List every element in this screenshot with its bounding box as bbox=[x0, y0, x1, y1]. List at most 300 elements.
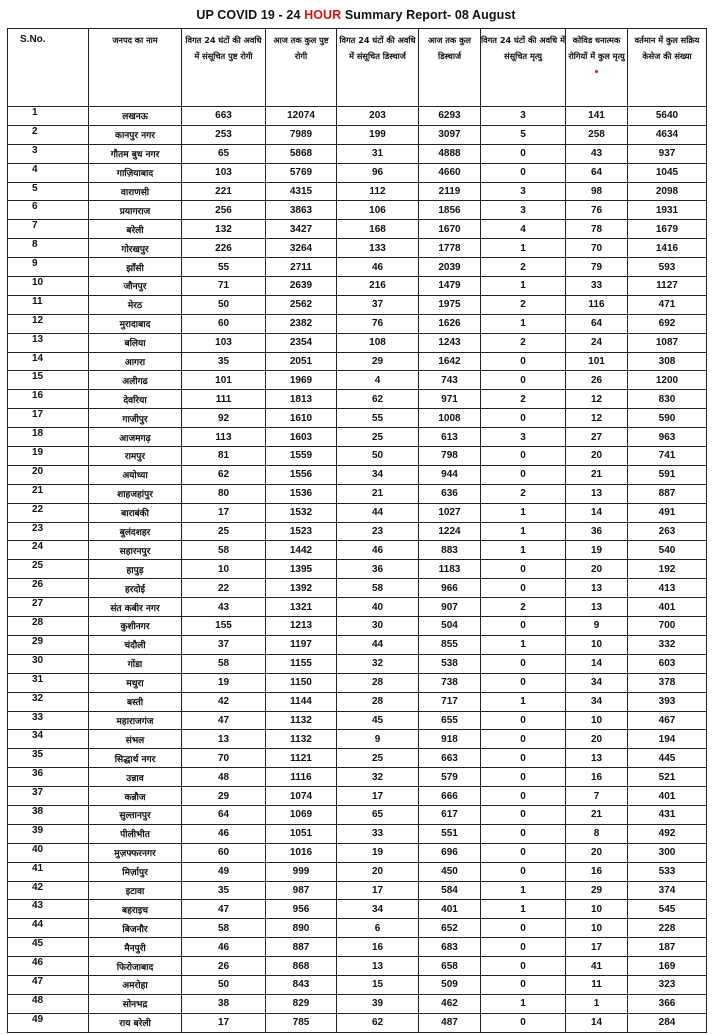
cell-total-discharge: 551 bbox=[419, 824, 481, 843]
table-row bbox=[8, 295, 707, 314]
cell-total-deaths: 20 bbox=[566, 843, 628, 862]
cell-total-deaths: 20 bbox=[566, 447, 628, 466]
cell-total-cases: 2354 bbox=[266, 333, 337, 352]
cell-sno: 40 bbox=[8, 843, 89, 862]
cell-new-discharge: 9 bbox=[337, 730, 419, 749]
cell-district: आगरा bbox=[89, 352, 182, 371]
cell-new-cases: 22 bbox=[182, 579, 266, 598]
cell-district: शाहजहांपुर bbox=[89, 484, 182, 503]
cell-district: सिद्धार्थ नगर bbox=[89, 749, 182, 768]
cell-new-deaths: 0 bbox=[481, 144, 566, 163]
cell-active-cases: 401 bbox=[628, 787, 707, 806]
table-row bbox=[8, 144, 707, 163]
cell-sno: 27 bbox=[8, 598, 89, 617]
cell-total-deaths: 14 bbox=[566, 503, 628, 522]
cell-total-deaths: 20 bbox=[566, 560, 628, 579]
cell-new-cases: 58 bbox=[182, 919, 266, 938]
table-row bbox=[8, 371, 707, 390]
cell-new-discharge: 30 bbox=[337, 617, 419, 636]
cell-total-cases: 4315 bbox=[266, 182, 337, 201]
cell-total-deaths: 29 bbox=[566, 881, 628, 900]
cell-new-cases: 111 bbox=[182, 390, 266, 409]
cell-total-deaths: 10 bbox=[566, 635, 628, 654]
cell-sno: 16 bbox=[8, 390, 89, 409]
cell-total-discharge: 1224 bbox=[419, 522, 481, 541]
cell-total-deaths: 101 bbox=[566, 352, 628, 371]
cell-total-cases: 1121 bbox=[266, 749, 337, 768]
table-row bbox=[8, 994, 707, 1013]
cell-new-deaths: 3 bbox=[481, 201, 566, 220]
cell-active-cases: 332 bbox=[628, 635, 707, 654]
cell-total-discharge: 2039 bbox=[419, 258, 481, 277]
table-row bbox=[8, 617, 707, 636]
cell-sno: 2 bbox=[8, 125, 89, 144]
cell-new-cases: 42 bbox=[182, 692, 266, 711]
cell-new-deaths: 0 bbox=[481, 843, 566, 862]
cell-new-deaths: 1 bbox=[481, 635, 566, 654]
cell-total-discharge: 1183 bbox=[419, 560, 481, 579]
table-row bbox=[8, 258, 707, 277]
cell-district: मथुरा bbox=[89, 673, 182, 692]
table-row bbox=[8, 654, 707, 673]
cell-district: मुज़फ्फरनगर bbox=[89, 843, 182, 862]
cell-total-cases: 3427 bbox=[266, 220, 337, 239]
cell-new-deaths: 0 bbox=[481, 749, 566, 768]
cell-total-cases: 1016 bbox=[266, 843, 337, 862]
cell-active-cases: 540 bbox=[628, 541, 707, 560]
cell-new-discharge: 13 bbox=[337, 957, 419, 976]
cell-new-discharge: 96 bbox=[337, 163, 419, 182]
cell-district: लखनऊ bbox=[89, 107, 182, 126]
cell-total-cases: 2382 bbox=[266, 314, 337, 333]
cell-total-discharge: 504 bbox=[419, 617, 481, 636]
cell-sno: 24 bbox=[8, 541, 89, 560]
cell-active-cases: 1679 bbox=[628, 220, 707, 239]
cell-new-deaths: 0 bbox=[481, 957, 566, 976]
table-row bbox=[8, 503, 707, 522]
cell-active-cases: 521 bbox=[628, 768, 707, 787]
cell-active-cases: 545 bbox=[628, 900, 707, 919]
cell-sno: 9 bbox=[8, 258, 89, 277]
cell-active-cases: 741 bbox=[628, 447, 707, 466]
cell-district: गाजीपुर bbox=[89, 409, 182, 428]
table-row bbox=[8, 465, 707, 484]
table-row bbox=[8, 843, 707, 862]
table-row bbox=[8, 805, 707, 824]
cell-total-discharge: 450 bbox=[419, 862, 481, 881]
cell-new-cases: 65 bbox=[182, 144, 266, 163]
header-total-deaths bbox=[566, 29, 628, 107]
cell-new-deaths: 4 bbox=[481, 220, 566, 239]
cell-new-cases: 132 bbox=[182, 220, 266, 239]
cell-total-cases: 956 bbox=[266, 900, 337, 919]
table-row bbox=[8, 692, 707, 711]
cell-sno: 48 bbox=[8, 994, 89, 1013]
cell-district: हापुड़ bbox=[89, 560, 182, 579]
cell-active-cases: 1127 bbox=[628, 277, 707, 296]
cell-new-discharge: 44 bbox=[337, 635, 419, 654]
cell-active-cases: 187 bbox=[628, 938, 707, 957]
cell-active-cases: 1087 bbox=[628, 333, 707, 352]
cell-new-cases: 19 bbox=[182, 673, 266, 692]
cell-active-cases: 192 bbox=[628, 560, 707, 579]
table-row bbox=[8, 957, 707, 976]
cell-district: देवरिया bbox=[89, 390, 182, 409]
cell-district: मुरादाबाद bbox=[89, 314, 182, 333]
cell-active-cases: 471 bbox=[628, 295, 707, 314]
title-text-1: UP COVID 19 - 24 bbox=[196, 8, 305, 22]
cell-district: मिर्ज़ापुर bbox=[89, 862, 182, 881]
cell-total-deaths: 1 bbox=[566, 994, 628, 1013]
cell-total-cases: 890 bbox=[266, 919, 337, 938]
cell-new-discharge: 17 bbox=[337, 787, 419, 806]
cell-new-deaths: 3 bbox=[481, 428, 566, 447]
cell-district: झाँसी bbox=[89, 258, 182, 277]
cell-sno: 45 bbox=[8, 938, 89, 957]
cell-total-cases: 1150 bbox=[266, 673, 337, 692]
cell-new-cases: 50 bbox=[182, 295, 266, 314]
cell-new-deaths: 2 bbox=[481, 295, 566, 314]
cell-new-discharge: 65 bbox=[337, 805, 419, 824]
cell-sno: 5 bbox=[8, 182, 89, 201]
cell-total-deaths: 17 bbox=[566, 938, 628, 957]
cell-total-cases: 1603 bbox=[266, 428, 337, 447]
cell-total-discharge: 1856 bbox=[419, 201, 481, 220]
cell-new-deaths: 1 bbox=[481, 503, 566, 522]
cell-district: चंदौली bbox=[89, 635, 182, 654]
cell-new-deaths: 0 bbox=[481, 975, 566, 994]
cell-active-cases: 228 bbox=[628, 919, 707, 938]
table-row bbox=[8, 862, 707, 881]
cell-district: हरदोई bbox=[89, 579, 182, 598]
cell-total-cases: 1132 bbox=[266, 711, 337, 730]
cell-total-deaths: 12 bbox=[566, 409, 628, 428]
cell-active-cases: 963 bbox=[628, 428, 707, 447]
cell-total-deaths: 10 bbox=[566, 919, 628, 938]
cell-new-deaths: 0 bbox=[481, 1013, 566, 1032]
cell-new-deaths: 1 bbox=[481, 541, 566, 560]
cell-district: अलीगढ bbox=[89, 371, 182, 390]
cell-new-discharge: 203 bbox=[337, 107, 419, 126]
cell-active-cases: 2098 bbox=[628, 182, 707, 201]
cell-new-cases: 17 bbox=[182, 1013, 266, 1032]
cell-total-discharge: 1027 bbox=[419, 503, 481, 522]
cell-new-discharge: 23 bbox=[337, 522, 419, 541]
cell-total-cases: 843 bbox=[266, 975, 337, 994]
header-total-cases: आज तक कुल पुष्ट रोगी bbox=[266, 29, 337, 107]
cell-total-discharge: 1008 bbox=[419, 409, 481, 428]
cell-new-discharge: 199 bbox=[337, 125, 419, 144]
cell-total-cases: 5769 bbox=[266, 163, 337, 182]
cell-active-cases: 467 bbox=[628, 711, 707, 730]
cell-district: गाज़ियाबाद bbox=[89, 163, 182, 182]
cell-new-deaths: 0 bbox=[481, 617, 566, 636]
table-row bbox=[8, 635, 707, 654]
cell-new-discharge: 106 bbox=[337, 201, 419, 220]
cell-total-discharge: 538 bbox=[419, 654, 481, 673]
cell-sno: 14 bbox=[8, 352, 89, 371]
cell-total-discharge: 509 bbox=[419, 975, 481, 994]
cell-total-discharge: 584 bbox=[419, 881, 481, 900]
cell-district: गोरखपुर bbox=[89, 239, 182, 258]
cell-district: प्रयागराज bbox=[89, 201, 182, 220]
cell-new-deaths: 0 bbox=[481, 579, 566, 598]
cell-total-discharge: 613 bbox=[419, 428, 481, 447]
cell-total-cases: 3863 bbox=[266, 201, 337, 220]
cell-sno: 44 bbox=[8, 919, 89, 938]
cell-total-discharge: 1642 bbox=[419, 352, 481, 371]
cell-total-discharge: 1670 bbox=[419, 220, 481, 239]
cell-active-cases: 591 bbox=[628, 465, 707, 484]
cell-new-deaths: 0 bbox=[481, 862, 566, 881]
cell-total-discharge: 907 bbox=[419, 598, 481, 617]
cell-district: सोनभद्र bbox=[89, 994, 182, 1013]
cell-district: बिजनौर bbox=[89, 919, 182, 938]
cell-new-deaths: 2 bbox=[481, 484, 566, 503]
cell-total-discharge: 1626 bbox=[419, 314, 481, 333]
cell-sno: 8 bbox=[8, 239, 89, 258]
cell-new-discharge: 39 bbox=[337, 994, 419, 1013]
cell-new-discharge: 28 bbox=[337, 673, 419, 692]
cell-sno: 26 bbox=[8, 579, 89, 598]
cell-new-cases: 60 bbox=[182, 314, 266, 333]
cell-active-cases: 937 bbox=[628, 144, 707, 163]
table-row bbox=[8, 522, 707, 541]
cell-total-cases: 1144 bbox=[266, 692, 337, 711]
cell-new-discharge: 31 bbox=[337, 144, 419, 163]
cell-new-discharge: 50 bbox=[337, 447, 419, 466]
cell-new-cases: 48 bbox=[182, 768, 266, 787]
cell-new-discharge: 55 bbox=[337, 409, 419, 428]
cell-total-discharge: 855 bbox=[419, 635, 481, 654]
cell-total-discharge: 487 bbox=[419, 1013, 481, 1032]
cell-new-cases: 256 bbox=[182, 201, 266, 220]
cell-total-deaths: 98 bbox=[566, 182, 628, 201]
cell-total-deaths: 43 bbox=[566, 144, 628, 163]
cell-sno: 10 bbox=[8, 277, 89, 296]
cell-total-deaths: 76 bbox=[566, 201, 628, 220]
table-row bbox=[8, 673, 707, 692]
cell-sno: 23 bbox=[8, 522, 89, 541]
cell-district: गौतम बुध नगर bbox=[89, 144, 182, 163]
cell-total-deaths: 14 bbox=[566, 654, 628, 673]
cell-district: जौनपुर bbox=[89, 277, 182, 296]
cell-active-cases: 1045 bbox=[628, 163, 707, 182]
cell-total-deaths: 21 bbox=[566, 805, 628, 824]
table-row bbox=[8, 938, 707, 957]
cell-new-discharge: 62 bbox=[337, 390, 419, 409]
cell-sno: 47 bbox=[8, 975, 89, 994]
cell-total-discharge: 2119 bbox=[419, 182, 481, 201]
cell-district: उन्नाव bbox=[89, 768, 182, 787]
cell-new-deaths: 3 bbox=[481, 107, 566, 126]
cell-new-discharge: 37 bbox=[337, 295, 419, 314]
cell-sno: 22 bbox=[8, 503, 89, 522]
cell-total-discharge: 4660 bbox=[419, 163, 481, 182]
cell-total-discharge: 966 bbox=[419, 579, 481, 598]
cell-new-deaths: 0 bbox=[481, 352, 566, 371]
cell-district: संत कबीर नगर bbox=[89, 598, 182, 617]
cell-total-deaths: 33 bbox=[566, 277, 628, 296]
table-row bbox=[8, 333, 707, 352]
cell-total-discharge: 1778 bbox=[419, 239, 481, 258]
cell-total-deaths: 13 bbox=[566, 749, 628, 768]
cell-district: रामपुर bbox=[89, 447, 182, 466]
cell-active-cases: 169 bbox=[628, 957, 707, 976]
cell-total-cases: 12074 bbox=[266, 107, 337, 126]
cell-total-deaths: 41 bbox=[566, 957, 628, 976]
table-row bbox=[8, 409, 707, 428]
cell-new-cases: 60 bbox=[182, 843, 266, 862]
cell-new-discharge: 36 bbox=[337, 560, 419, 579]
cell-total-deaths: 10 bbox=[566, 900, 628, 919]
cell-total-cases: 2711 bbox=[266, 258, 337, 277]
cell-new-cases: 226 bbox=[182, 239, 266, 258]
cell-total-cases: 1523 bbox=[266, 522, 337, 541]
cell-new-deaths: 5 bbox=[481, 125, 566, 144]
table-row bbox=[8, 182, 707, 201]
table-row bbox=[8, 768, 707, 787]
summary-table bbox=[7, 28, 707, 1033]
table-row bbox=[8, 579, 707, 598]
cell-total-deaths: 19 bbox=[566, 541, 628, 560]
cell-total-cases: 987 bbox=[266, 881, 337, 900]
cell-new-discharge: 16 bbox=[337, 938, 419, 957]
cell-total-cases: 1116 bbox=[266, 768, 337, 787]
cell-district: बरेली bbox=[89, 220, 182, 239]
table-row bbox=[8, 277, 707, 296]
cell-new-cases: 80 bbox=[182, 484, 266, 503]
cell-active-cases: 378 bbox=[628, 673, 707, 692]
cell-new-discharge: 133 bbox=[337, 239, 419, 258]
cell-new-deaths: 0 bbox=[481, 560, 566, 579]
cell-new-cases: 81 bbox=[182, 447, 266, 466]
cell-new-cases: 37 bbox=[182, 635, 266, 654]
cell-total-discharge: 658 bbox=[419, 957, 481, 976]
cell-total-discharge: 652 bbox=[419, 919, 481, 938]
cell-new-deaths: 0 bbox=[481, 938, 566, 957]
cell-active-cases: 308 bbox=[628, 352, 707, 371]
table-row bbox=[8, 390, 707, 409]
cell-sno: 13 bbox=[8, 333, 89, 352]
cell-new-discharge: 21 bbox=[337, 484, 419, 503]
cell-total-discharge: 883 bbox=[419, 541, 481, 560]
cell-active-cases: 445 bbox=[628, 749, 707, 768]
cell-total-cases: 785 bbox=[266, 1013, 337, 1032]
cell-total-deaths: 34 bbox=[566, 692, 628, 711]
cell-new-deaths: 0 bbox=[481, 409, 566, 428]
cell-sno: 7 bbox=[8, 220, 89, 239]
cell-sno: 36 bbox=[8, 768, 89, 787]
cell-total-cases: 5868 bbox=[266, 144, 337, 163]
cell-active-cases: 492 bbox=[628, 824, 707, 843]
cell-total-cases: 1556 bbox=[266, 465, 337, 484]
cell-active-cases: 1931 bbox=[628, 201, 707, 220]
cell-total-discharge: 798 bbox=[419, 447, 481, 466]
cell-total-discharge: 663 bbox=[419, 749, 481, 768]
cell-sno: 18 bbox=[8, 428, 89, 447]
cell-active-cases: 4634 bbox=[628, 125, 707, 144]
cell-total-discharge: 738 bbox=[419, 673, 481, 692]
cell-total-cases: 1155 bbox=[266, 654, 337, 673]
cell-new-cases: 70 bbox=[182, 749, 266, 768]
cell-new-cases: 47 bbox=[182, 900, 266, 919]
cell-new-cases: 13 bbox=[182, 730, 266, 749]
cell-new-deaths: 0 bbox=[481, 163, 566, 182]
cell-district: महाराजगंज bbox=[89, 711, 182, 730]
cell-new-deaths: 1 bbox=[481, 900, 566, 919]
cell-new-deaths: 1 bbox=[481, 239, 566, 258]
cell-new-cases: 103 bbox=[182, 333, 266, 352]
table-row bbox=[8, 107, 707, 126]
cell-district: कानपुर नगर bbox=[89, 125, 182, 144]
table-row bbox=[8, 598, 707, 617]
cell-total-discharge: 636 bbox=[419, 484, 481, 503]
cell-new-deaths: 0 bbox=[481, 654, 566, 673]
cell-new-discharge: 58 bbox=[337, 579, 419, 598]
cell-active-cases: 533 bbox=[628, 862, 707, 881]
cell-total-discharge: 971 bbox=[419, 390, 481, 409]
cell-new-cases: 62 bbox=[182, 465, 266, 484]
cell-new-deaths: 0 bbox=[481, 919, 566, 938]
cell-total-cases: 999 bbox=[266, 862, 337, 881]
cell-active-cases: 887 bbox=[628, 484, 707, 503]
cell-new-deaths: 1 bbox=[481, 994, 566, 1013]
cell-sno: 29 bbox=[8, 635, 89, 654]
cell-active-cases: 830 bbox=[628, 390, 707, 409]
cell-total-cases: 1610 bbox=[266, 409, 337, 428]
header-sno: S.No. bbox=[8, 29, 89, 107]
report-title bbox=[0, 8, 712, 22]
cell-new-deaths: 2 bbox=[481, 258, 566, 277]
cell-sno: 11 bbox=[8, 295, 89, 314]
cell-total-cases: 1442 bbox=[266, 541, 337, 560]
cell-sno: 6 bbox=[8, 201, 89, 220]
cell-new-cases: 101 bbox=[182, 371, 266, 390]
cell-total-deaths: 8 bbox=[566, 824, 628, 843]
cell-new-cases: 113 bbox=[182, 428, 266, 447]
cell-sno: 12 bbox=[8, 314, 89, 333]
cell-sno: 43 bbox=[8, 900, 89, 919]
cell-total-discharge: 1479 bbox=[419, 277, 481, 296]
table-row bbox=[8, 125, 707, 144]
cell-new-deaths: 0 bbox=[481, 371, 566, 390]
cell-total-deaths: 36 bbox=[566, 522, 628, 541]
cell-sno: 33 bbox=[8, 711, 89, 730]
cell-total-discharge: 655 bbox=[419, 711, 481, 730]
cell-sno: 21 bbox=[8, 484, 89, 503]
cell-total-cases: 1132 bbox=[266, 730, 337, 749]
cell-new-deaths: 0 bbox=[481, 730, 566, 749]
cell-sno: 3 bbox=[8, 144, 89, 163]
cell-new-discharge: 45 bbox=[337, 711, 419, 730]
cell-district: बाराबंकी bbox=[89, 503, 182, 522]
table-row bbox=[8, 484, 707, 503]
cell-total-discharge: 666 bbox=[419, 787, 481, 806]
table-row bbox=[8, 919, 707, 938]
cell-new-cases: 92 bbox=[182, 409, 266, 428]
cell-new-cases: 663 bbox=[182, 107, 266, 126]
cell-total-discharge: 696 bbox=[419, 843, 481, 862]
cell-total-cases: 2051 bbox=[266, 352, 337, 371]
cell-district: सहारनपुर bbox=[89, 541, 182, 560]
cell-district: पीलीभीत bbox=[89, 824, 182, 843]
cell-total-cases: 1536 bbox=[266, 484, 337, 503]
cell-district: वाराणसी bbox=[89, 182, 182, 201]
cell-district: गोंडा bbox=[89, 654, 182, 673]
cell-new-cases: 46 bbox=[182, 938, 266, 957]
cell-new-deaths: 0 bbox=[481, 673, 566, 692]
